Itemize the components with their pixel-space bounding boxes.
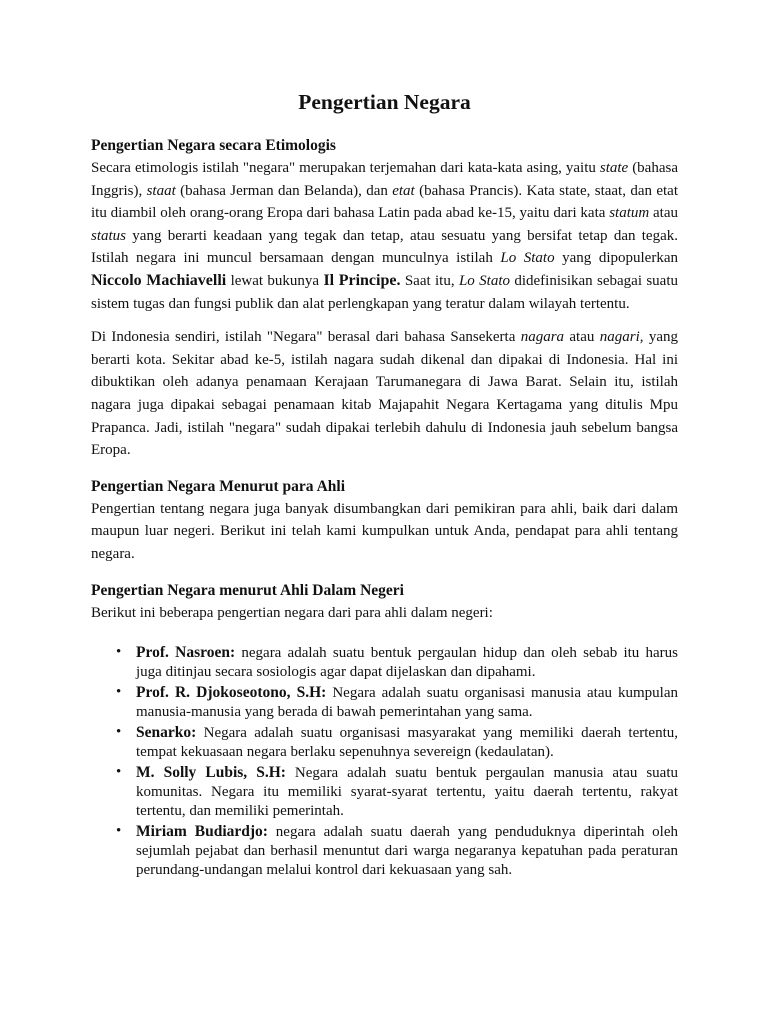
machiavelli-name: Niccolo Machiavelli	[91, 271, 227, 289]
list-item: • Senarko: Negara adalah suatu organisasi masyarakat yang memiliki daerah tertentu, tempat kekuasaan negara berlaku sepenuhnya severeign (kedaulatan).	[136, 723, 678, 762]
paragraph-etimologis: Secara etimologis istilah "negara" merupakan terjemahan dari kata-kata asing, yaitu state (bahasa Inggris), staat (bahasa Jerman dan Belanda), dan etat (bahasa Prancis). Kata state, staat, dan etat itu diambil oleh orang-orang Eropa dari bahasa Latin pada abad ke-15, yaitu dari kata statum atau status yang berarti keadaan yang tegak dan tetap, atau sesuatu yang bersifat tetap dan tegak. Istilah negara ini muncul bersamaan dengan munculnya istilah Lo Stato yang dipopulerkan Niccolo Machiavelli lewat bukunya Il Principe. Saat itu, Lo Stato didefinisikan sebagai suatu sistem tugas dan fungsi publik dan alat perlengkapan yang teratur dalam wilayah tertentu.	[91, 160, 678, 312]
list-item: • Prof. Nasroen: negara adalah suatu bentuk pergaulan hidup dan oleh sebab itu harus juga ditinjau secara sosiologis agar dapat dijelaskan dan dipahami.	[136, 643, 678, 682]
section-heading-para-ahli: Pengertian Negara Menurut para Ahli	[91, 477, 346, 495]
paragraph-indonesia: Di Indonesia sendiri, istilah "Negara" berasal dari bahasa Sansekerta nagara atau nagari, yang berarti kota. Sekitar abad ke-5, istilah nagara sudah dikenal dan dipakai di Indonesia. Hal ini dibuktikan oleh adanya penamaan Kerajaan Tarumanegara di Jawa Barat. Selain itu, istilah nagara juga dipakai sebagai penamaan kitab Majapahit Negara Kertagama yang ditulis Mpu Prapanca. Jadi, istilah "negara" sudah dipakai terlebih dahulu di Indonesia jauh sebelum bangsa Eropa.	[91, 329, 678, 459]
section-heading-ahli-dalam-negeri: Pengertian Negara menurut Ahli Dalam Negeri	[91, 581, 404, 599]
list-item: • Prof. R. Djokoseotono, S.H: Negara adalah suatu organisasi manusia atau kumpulan manusia-manusia yang berada di bawah pemerintahan yang sama.	[136, 683, 678, 722]
principe-title: Il Principe.	[323, 271, 401, 289]
experts-list	[91, 643, 678, 880]
paragraph-ahli-intro: Berikut ini beberapa pengertian negara dari para ahli dalam negeri:	[91, 604, 493, 621]
paragraph-para-ahli: Pengertian tentang negara juga banyak disumbangkan dari pemikiran para ahli, baik dari dalam maupun luar negeri. Berikut ini telah kami kumpulkan untuk Anda, pendapat para ahli tentang negara.	[91, 500, 678, 562]
list-item: • Miriam Budiardjo: negara adalah suatu daerah yang penduduknya diperintah oleh sejumlah pejabat dan berhasil menuntut dari warga negaranya kepatuhan pada peraturan perundang-undangan melalui kontrol dari kekuasaan yang sah.	[136, 822, 678, 880]
section-heading-etimologis: Pengertian Negara secara Etimologis	[91, 137, 336, 154]
page-title: Pengertian Negara	[298, 90, 471, 114]
list-item: • M. Solly Lubis, S.H: Negara adalah suatu bentuk pergaulan manusia atau suatu komunitas. Negara itu memiliki syarat-syarat tertentu, yaitu daerah tertentu, rakyat tertentu, dan memiliki pemerintah.	[136, 763, 678, 821]
